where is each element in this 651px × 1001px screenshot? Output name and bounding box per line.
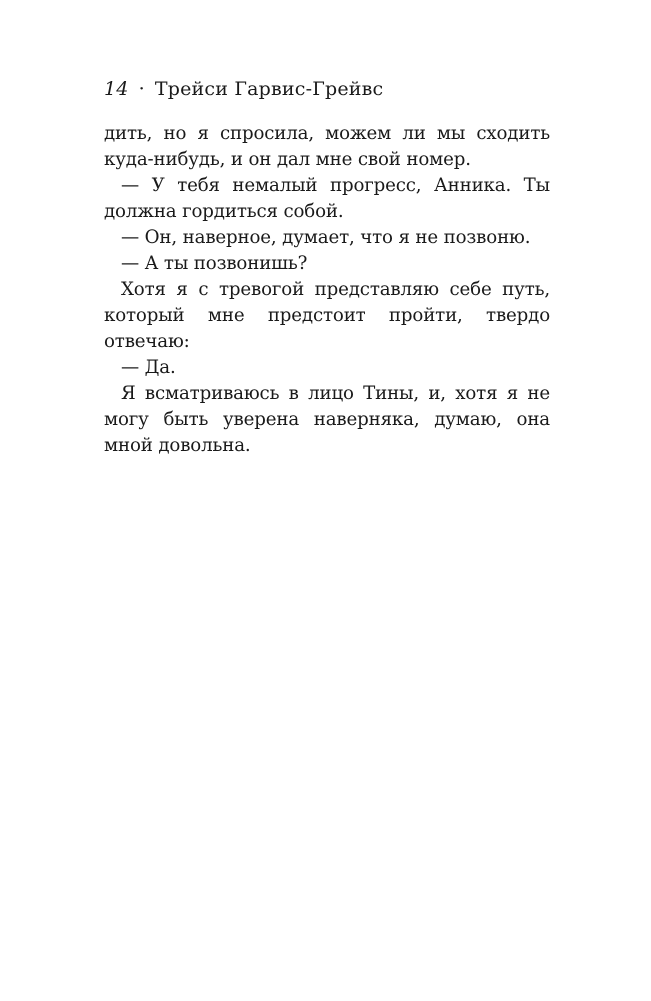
running-header: [104, 78, 550, 100]
page-number: 14: [104, 78, 129, 100]
header-author: Трейси Гарвис-Грейвс: [154, 78, 384, 100]
paragraph-6: — Да.: [121, 357, 176, 378]
paragraph-3: — Он, наверное, думает, что я не позвоню.: [121, 227, 531, 248]
paragraph-1: дить, но я спросила, можем ли мы сходить куда-нибудь, и он дал мне свой номер.: [104, 123, 550, 170]
body-text: [104, 121, 550, 459]
paragraph-2: — У тебя немалый прогресс, Анника. Ты должна гордиться собой.: [104, 175, 550, 222]
paragraph-7: Я всматриваюсь в лицо Тины, и, хотя я не могу быть уверена наверняка, думаю, она мной довольна.: [104, 383, 550, 456]
paragraph-5: Хотя я с тревогой представляю себе путь, который мне предстоит пройти, твердо отвечаю:: [104, 279, 550, 352]
header-separator: ·: [138, 78, 145, 100]
paragraph-4: — А ты позвонишь?: [121, 253, 308, 274]
book-page: [104, 78, 550, 459]
